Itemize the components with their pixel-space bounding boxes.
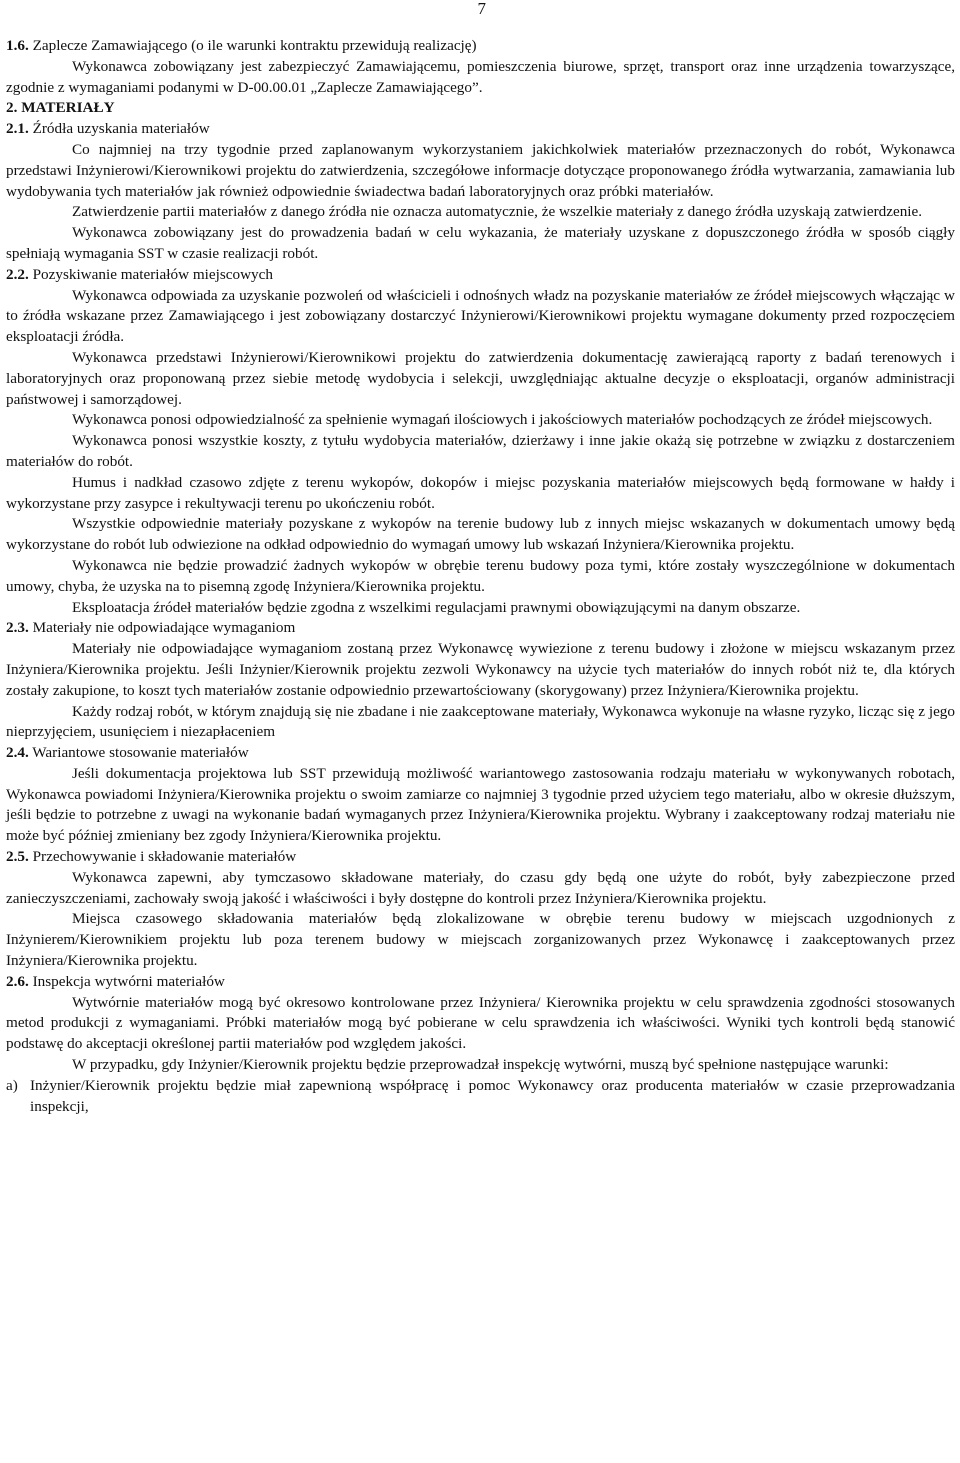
paragraph: Wszystkie odpowiednie materiały pozyskane z wykopów na terenie budowy lub z innych miejsc wskazanych w dokumentach umowy będą wykorzystane do robót lub odwiezione na odkład odpowiednio do wymagań umowy lub wskazań Inżyniera/Kierownika projektu. (6, 515, 955, 554)
paragraph: Wykonawca odpowiada za uzyskanie pozwoleń od właścicieli i odnośnych władz na pozyskanie materiałów ze źródeł miejscowych włączając w to źródła wskazane przez Zamawiającego i jest zobowiązany dostarczyć Inżynierowi/Kierownikowi projektu wymagane dokumenty przed rozpoczęciem eksploatacji źródła. (6, 286, 955, 346)
paragraph: Zatwierdzenie partii materiałów z danego źródła nie oznacza automatycznie, że wszelkie materiały z danego źródła uzyskają zatwierdzenie. (72, 203, 923, 221)
section-heading-2-1 (6, 119, 955, 140)
section-number: 2.6. (6, 972, 29, 990)
paragraph: Każdy rodzaj robót, w którym znajdują się nie zbadane i nie zaakceptowane materiały, Wykonawca wykonuje na własne ryzyko, licząc się z jego nieprzyjęciem, usunięciem i niezapłaceniem (6, 702, 955, 741)
chapter-title-rest: ATERIAŁY (35, 99, 115, 117)
paragraph: Wytwórnie materiałów mogą być okresowo kontrolowane przez Inżyniera/ Kierownika projektu w celu sprawdzenia zgodności stosowanych metod produkcji z wymaganiami. Próbki materiałów mogą być pobierane w celu sprawdzenia ich właściwości. Wyniki tych kontroli będą stanowić podstawę do akceptacji określonej partii materiałów pod względem jakości. (6, 993, 955, 1053)
paragraph: W przypadku, gdy Inżynier/Kierownik projektu będzie przeprowadzał inspekcję wytwórni, muszą być spełnione następujące warunki: (72, 1056, 889, 1074)
paragraph: Co najmniej na trzy tygodnie przed zaplanowanym wykorzystaniem jakichkolwiek materiałów przeznaczonych do robót, Wykonawca przedstawi Inżynierowi/Kierownikowi projektu do zatwierdzenia, szczegółowe informacje dotyczące proponowanego źródła wytwarzania, zamawiania lub wydobywania tych materiałów jak również odpowiednie świadectwa badań laboratoryjnych oraz próbki materiałów. (6, 140, 955, 200)
paragraph: Materiały nie odpowiadające wymaganiom zostaną przez Wykonawcę wywiezione z terenu budowy i złożone w miejscu wskazanym przez Inżyniera/Kierownika projektu. Jeśli Inżynier/Kierownik projektu zezwoli Wykonawcy na użycie tych materiałów do innych robót niż te, dla których zostały zakupione, to koszt tych materiałów zostanie odpowiednio przewartościowany (skorygowany) przez Inżyniera/Kierownika projektu. (6, 640, 955, 699)
paragraph: Wykonawca ponosi wszystkie koszty, z tytułu wydobycia materiałów, dzierżawy i inne jakie okażą się potrzebne w związku z dostarczeniem materiałów do robót. (6, 432, 955, 470)
section-heading-2-6 (6, 972, 955, 993)
section-title: Wariantowe stosowanie materiałów (28, 744, 249, 762)
document-body (6, 36, 955, 1117)
paragraph: Miejsca czasowego składowania materiałów będą zlokalizowane w obrębie terenu budowy w miejscach uzgodnionych z Inżynierem/Kierownikiem projektu lub poza terenem budowy w miejscach zorganizowanych przez Wykonawcę i zaakceptowanych przez Inżyniera/Kierownika projektu. (6, 910, 955, 970)
section-number: 2.2. (6, 265, 29, 283)
section-title: Źródła uzyskania materiałów (28, 120, 210, 138)
section-heading-2-2 (6, 265, 955, 286)
paragraph: Wykonawca zapewni, aby tymczasowo składowane materiały, do czasu gdy będą one użyte do robót, były zabezpieczone przed zanieczyszczeniami, zachowały swoją jakość i właściwości i były dostępne do kontroli przez Inżyniera/Kierownika projektu. (6, 868, 955, 907)
section-number: 1.6. (6, 37, 29, 54)
list-item (6, 1076, 955, 1118)
paragraph: Wykonawca przedstawi Inżynierowi/Kierownikowi projektu do zatwierdzenia dokumentację zawierającą raporty z badań terenowych i laboratoryjnych oraz proponowaną przez siebie metodę wydobycia i selekcji, uwzględniając aktualne decyzje o eksploatacji, organów administracji państwowej i samorządowej. (6, 348, 955, 408)
section-number: 2.1. (6, 120, 29, 138)
section-heading-1-6 (6, 36, 955, 57)
section-number: 2.3. (6, 619, 29, 637)
list-item-text: Inżynier/Kierownik projektu będzie miał zapewnioną współpracę i pomoc Wykonawcy oraz producenta materiałów w czasie przeprowadzania inspekcji, (30, 1076, 955, 1115)
list-marker: a) (6, 1076, 18, 1094)
chapter-title-initial: M (17, 99, 36, 117)
paragraph: Humus i nadkład czasowo zdjęte z terenu wykopów, dokopów i miejsc pozyskania materiałów miejscowych będą formowane w hałdy i wykorzystane przy zasypce i rekultywacji terenu po ukończeniu robót. (6, 473, 955, 512)
section-title: Pozyskiwanie materiałów miejscowych (28, 265, 273, 283)
paragraph: Wykonawca zobowiązany jest zabezpieczyć Zamawiającemu, pomieszczenia biurowe, sprzęt, transport oraz inne urządzenia towarzyszące, zgodnie z wymaganiami podanymi w D-00.00.01 „Zaplecze Zamawiającego”. (6, 57, 955, 96)
section-title: Zaplecze Zamawiającego (o ile warunki kontraktu przewidują realizację) (28, 37, 477, 54)
section-title: Materiały nie odpowiadające wymaganiom (28, 619, 296, 637)
paragraph: Wykonawca nie będzie prowadzić żadnych wykopów w obrębie terenu budowy poza tymi, które zostały wyszczególnione w dokumentach umowy, chyba, że uzyska na to pisemną zgodę Inżyniera/Kierownika projektu. (6, 556, 955, 595)
section-number: 2.4. (6, 744, 29, 762)
section-title: Inspekcja wytwórni materiałów (28, 972, 225, 990)
paragraph: Wykonawca ponosi odpowiedzialność za spełnienie wymagań ilościowych i jakościowych materiałów pochodzących ze źródeł miejscowych. (72, 411, 933, 429)
paragraph: Wykonawca zobowiązany jest do prowadzenia badań w celu wykazania, że materiały uzyskane z dopuszczonego źródła w sposób ciągły spełniają wymagania SST w czasie realizacji robót. (6, 224, 955, 262)
paragraph: Eksploatacja źródeł materiałów będzie zgodna z wszelkimi regulacjami prawnymi obowiązującymi na danym obszarze. (72, 598, 801, 616)
section-title: Przechowywanie i składowanie materiałów (28, 848, 297, 866)
section-heading-2-5 (6, 847, 955, 868)
section-number: 2.5. (6, 848, 29, 866)
section-heading-2-3 (6, 618, 955, 639)
chapter-number: 2. (6, 99, 18, 117)
section-heading-2-4 (6, 743, 955, 764)
chapter-heading-2 (6, 98, 955, 119)
paragraph: Jeśli dokumentacja projektowa lub SST przewidują możliwość wariantowego zastosowania rodzaju materiału w wykonywanych robotach, Wykonawca powiadomi Inżyniera/Kierownika projektu o swoim zamiarze co najmniej 3 tygodnie przed użyciem tego materiału, albo w okresie dłuższym, jeśli będzie to potrzebne z uwagi na wykonanie badań wymaganych przez Inżyniera/Kierownika projektu. Wybrany i zaakceptowany rodzaj materiału nie może być później zmieniany bez zgody Inżyniera/Kierownika projektu. (6, 764, 955, 845)
page-number: 7 (477, 0, 486, 18)
